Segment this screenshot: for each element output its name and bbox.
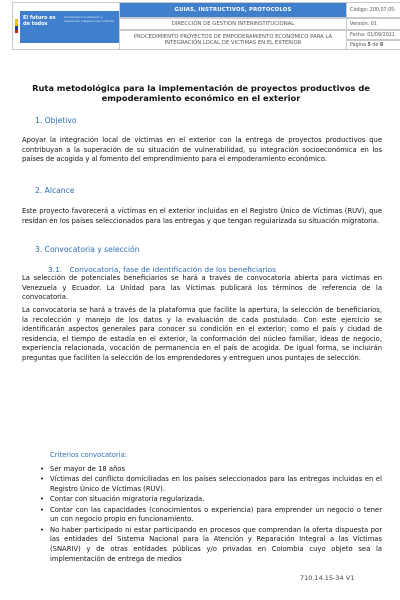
header-meta	[347, 2, 400, 50]
logo-slogan: El futuro es de todos	[23, 15, 56, 27]
document-header	[12, 2, 400, 50]
list-item: • No haber participado ni estar participando en procesos que comprendan la oferta dispuesta por las entidades del Sistema Nacional para la Atención y Reparación Integral a las Víctimas (SNARIV) y de otras entidades públicas y/o privadas en Colombia cuyo objeto sea la implementación de entrega de medios	[38, 526, 382, 564]
page-separator: de	[372, 42, 379, 48]
subsection-text-2: La convocatoria se hará a través de la plataforma que facilite la apertura, la selección de beneficiarios, la recolección y manejo de los datos y la evaluación de cada postulado. Con este ejercicio se identificarán aspectos generales para conocer su condición en el exterior; como el país y ciudad de residencia, el tiempo de estadía en el exterior, la conformación del núcleo familiar, ideas de negocio, experiencia relacionada, vocación de permanencia en el país de acogida. De igual forma, se incluirán preguntas que faciliten la selección de los emprendedores y entreguen unos puntajes de selección.	[22, 306, 382, 362]
page-total: 6	[379, 42, 384, 48]
header-title: GUIAS, INSTRUCTIVOS, PROTOCOLOS	[120, 2, 347, 18]
section-heading-convocatoria: 3. Convocatoria y selección	[35, 245, 140, 254]
institution-logo	[20, 11, 119, 43]
flag-stripe-yellow	[15, 19, 18, 26]
page-label: Página	[350, 42, 366, 48]
list-item: • Ser mayor de 18 años	[38, 465, 382, 475]
subsection-text-1: La selección de potenciales beneficiarios se hará a través de convocatoria abierta para víctimas en Venezuela y Ecuador. La Unidad para las Víctimas publicará los términos de referencia de la convocatoria.	[22, 274, 382, 302]
footer-code: 710.14.15-34 V1	[300, 574, 355, 582]
subsection-heading: 3.1. Convocatoria, fase de identificación de los beneficiarios	[48, 265, 276, 274]
list-item: • Contar con las capacidades (conocimientos o experiencia) para emprender un negocio o tener un con negocio propio en funcionamiento.	[38, 506, 382, 525]
section-text-alcance: Este proyecto favorecerá a víctimas en el exterior incluidas en el Registro Único de Víctimas (RUV), que residan en los países seleccionados para las entregas y que tengan regularizada su situación migratoria.	[22, 207, 382, 225]
flag-stripe-red	[15, 30, 18, 34]
section-text-objetivo: Apoyar la integración local de víctimas en el exterior con la entrega de proyectos productivos que contribuyan a la superación de su situación de vulnerabilidad, su integración socioeconómica en los países de acogida y al fomento del emprendimiento para el empoderamiento económico.	[22, 136, 382, 164]
list-item: • Contar con situación migratoria regularizada.	[38, 495, 382, 505]
header-procedure: PROCEDIMIENTO PROYECTOS DE EMPODERAMIENTO ECONÓMICO PARA LA INTEGRACIÓN LOCAL DE VICTIMAS EN EL EXTERIOR	[120, 30, 347, 50]
colombia-flag-icon	[15, 19, 18, 33]
header-direction: DIRECCIÓN DE GESTIÓN INTERINSTITUCIONAL	[120, 18, 347, 30]
logo-cell	[12, 2, 120, 50]
header-center	[120, 2, 347, 50]
logo-institution-name: Unidad para la atención y reparación integral a las víctimas	[64, 15, 115, 23]
document-title: Ruta metodológica para la implementación de proyectos productivos de empoderamiento económico en el exterior	[32, 83, 370, 103]
criteria-label: Criterios convocatoria:	[50, 451, 128, 459]
doc-code: Código: 200,07,05-	[347, 2, 400, 18]
page-number: 5	[367, 42, 371, 48]
doc-date: Fecha: 01/09/2021	[347, 30, 400, 40]
doc-version: Versión: 01	[347, 18, 400, 30]
list-item: • Víctimas del conflicto domiciliadas en los países seleccionados para las entregas incluidas en el Registro Único de Víctimas (RUV).	[38, 475, 382, 494]
criteria-list	[38, 465, 382, 565]
section-heading-objetivo: 1. Objetivo	[35, 116, 77, 125]
doc-page	[347, 40, 400, 50]
section-heading-alcance: 2. Alcance	[35, 186, 75, 195]
